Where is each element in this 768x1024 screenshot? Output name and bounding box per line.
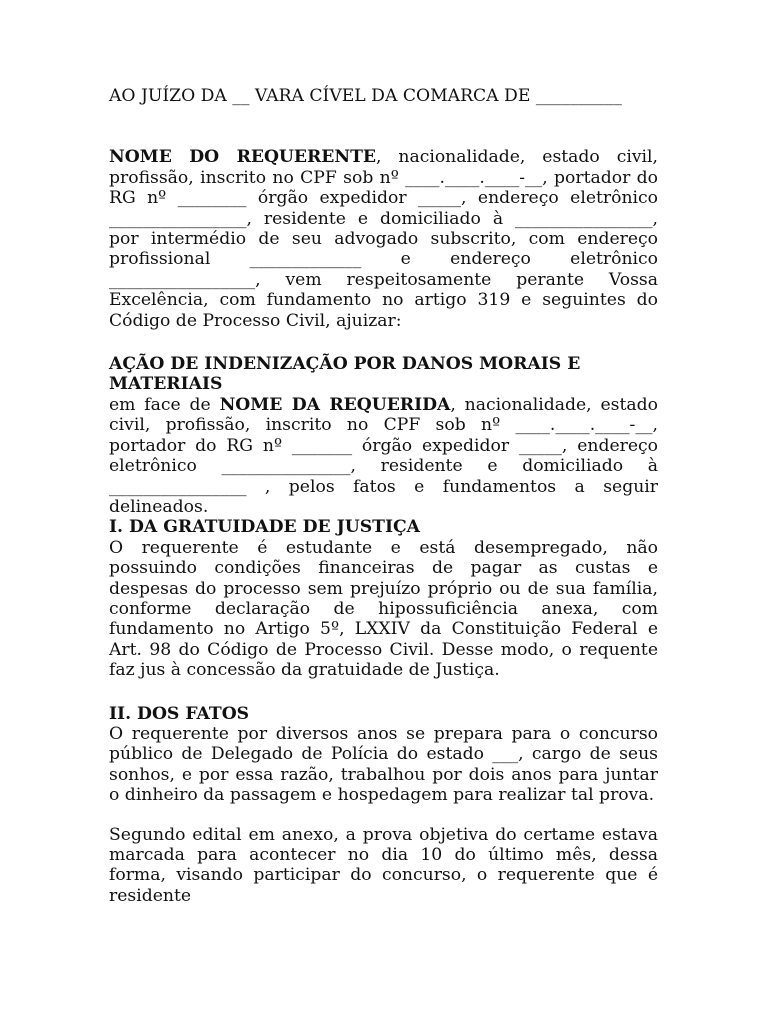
qualification-text: , nacionalidade, estado civil, profissão, inscrito no CPF sob nº ____.____.____-__, portador do RG nº ________ órgão expedidor _____, endereço eletrônico ________________, residente e domiciliado à ________________, por intermédio de seu advogado subscrito, com endereço profissional _____________ e endereço eletrônico _________________, vem respeitosamente perante Vossa Excelência, com fundamento no artigo 319 e seguintes do Código de Processo Civil, ajuizar: (109, 147, 658, 331)
section1-title: I. DA GRATUIDADE DE JUSTIÇA (109, 517, 421, 538)
action-title: AÇÃO DE INDENIZAÇÃO POR DANOS MORAIS E MATERIAIS (109, 354, 581, 395)
spacer (109, 331, 658, 354)
spacer (109, 106, 658, 147)
defendant-name: NOME DA REQUERIDA (219, 394, 451, 415)
section1-text: O requerente é estudante e está desempregado, não possuindo condições financeiras de pagar as custas e despesas do processo sem prejuízo próprio ou de sua família, conforme declaração de hipossuficiência anexa, com fundamento no Artigo 5º, LXXIV da Constituição Federal e Art. 98 do Código de Processo Civil. Desse modo, o requente faz jus à concessão da gratuidade de Justiça. (109, 537, 658, 681)
qualification-paragraph (109, 147, 658, 331)
addressee-line: AO JUÍZO DA __ VARA CÍVEL DA COMARCA DE __________ (109, 86, 622, 106)
plaintiff-name: NOME DO REQUERENTE (109, 147, 376, 168)
spacer (109, 681, 658, 704)
spacer (109, 806, 658, 825)
document-page (109, 86, 658, 906)
defendant-prefix: em face de (109, 394, 220, 415)
defendant-text: , nacionalidade, estado civil, profissão, inscrito no CPF sob nº ____.____.____-__, portador do RG nº _______ órgão expedidor _____, endereço eletrônico _______________, residente e domiciliado à ________________ , pelos fatos e fundamentos a seguir delineados. (109, 394, 658, 517)
defendant-paragraph (109, 395, 658, 517)
section2-paragraph1: O requerente por diversos anos se prepara para o concurso público de Delegado de Polícia do estado ___, cargo de seus sonhos, e por essa razão, trabalhou por dois anos para juntar o dinheiro da passagem e hospedagem para realizar tal prova. (109, 723, 658, 806)
section2-title: II. DOS FATOS (109, 703, 250, 724)
section2-paragraph2: Segundo edital em anexo, a prova objetiva do certame estava marcada para acontecer no dia 10 do último mês, dessa forma, visando participar do concurso, o requerente que é residente (109, 824, 658, 906)
